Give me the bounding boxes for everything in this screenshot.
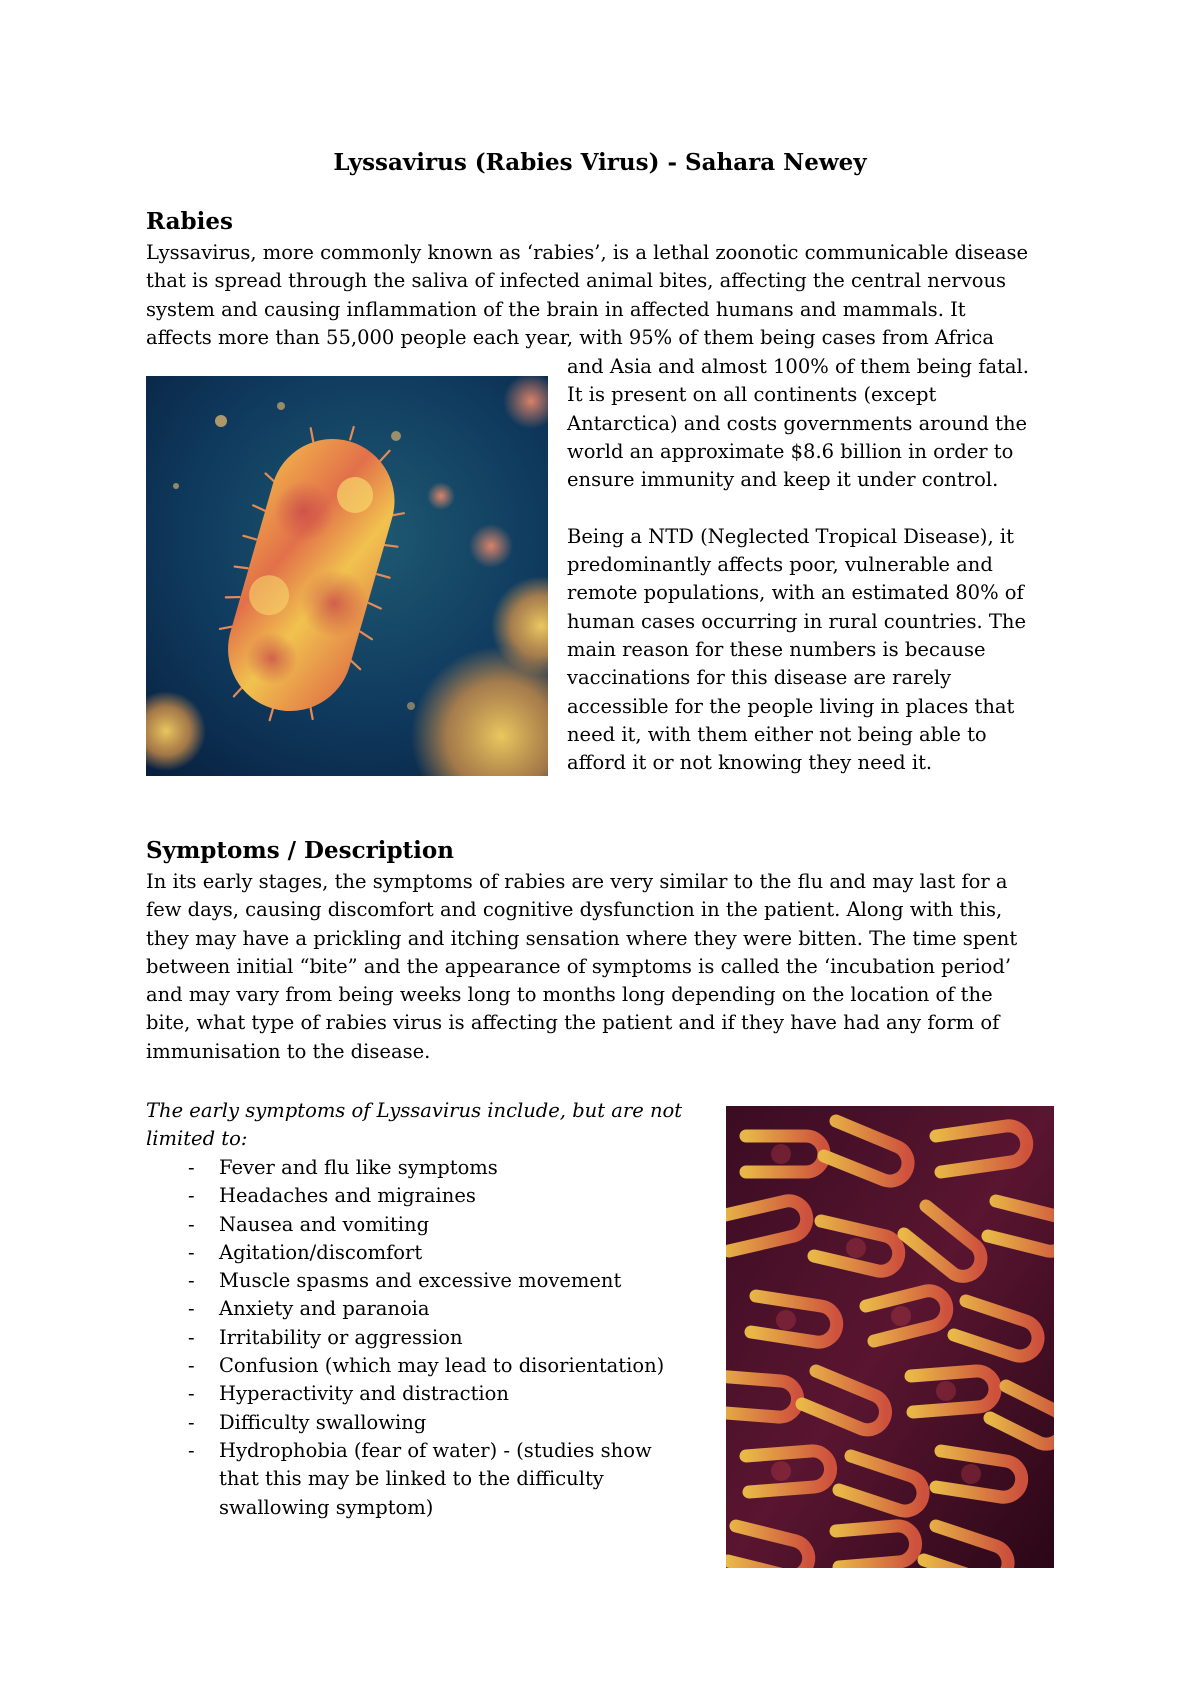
bullet-dash: -	[188, 1354, 195, 1378]
rabies-virus-illustration	[146, 376, 548, 776]
list-item	[146, 1211, 664, 1239]
text-line: ensure immunity and keep it under control.	[567, 468, 999, 492]
text-line: they may have a prickling and itching sensation where they were bitten. The time spent	[146, 926, 1018, 950]
text-line: few days, causing discomfort and cognitive dysfunction in the patient. Along with this,	[146, 898, 1003, 922]
text-line: and Asia and almost 100% of them being fatal.	[567, 355, 1029, 378]
text-line: limited to:	[146, 1127, 248, 1151]
symptoms-paragraph	[146, 868, 1017, 1066]
text-line: human cases occurring in rural countries. The	[567, 609, 1027, 633]
list-item-text: Fever and flu like symptoms	[219, 1156, 498, 1179]
list-item	[146, 1380, 664, 1408]
bullet-dash: -	[188, 1297, 195, 1321]
list-item	[146, 1437, 664, 1522]
blank-line	[567, 494, 1029, 522]
text-line: world an approximate $8.6 billion in order to	[567, 439, 1014, 463]
list-item	[146, 1409, 664, 1437]
text-line: afford it or not knowing they need it.	[567, 751, 933, 775]
bullet-dash: -	[188, 1212, 195, 1236]
bullet-dash: -	[188, 1382, 195, 1406]
list-item-text: Confusion (which may lead to disorientation)	[219, 1354, 665, 1378]
symptoms-list-intro	[146, 1097, 682, 1154]
text-line: predominantly affects poor, vulnerable and	[567, 553, 993, 577]
bullet-dash: -	[188, 1325, 195, 1349]
list-item	[146, 1267, 664, 1295]
text-line: between initial “bite” and the appearance of symptoms is called the ‘incubation period’	[146, 954, 1012, 978]
text-line: vaccinations for this disease are rarely	[567, 666, 952, 690]
list-item-text: that this may be linked to the difficulty	[219, 1467, 604, 1491]
list-item	[146, 1154, 664, 1182]
list-item	[146, 1182, 664, 1210]
text-line: system and causing inflammation of the brain in affected humans and mammals. It	[146, 297, 966, 321]
text-line: Antarctica) and costs governments around the	[567, 411, 1028, 435]
list-item-text: Hydrophobia (fear of water) - (studies show	[219, 1438, 652, 1462]
text-line: Being a NTD (Neglected Tropical Disease), it	[567, 524, 1014, 548]
text-line: remote populations, with an estimated 80% of	[567, 581, 1024, 605]
list-item	[146, 1352, 664, 1380]
list-item-text: Difficulty swallowing	[219, 1410, 427, 1434]
list-item	[146, 1295, 664, 1323]
list-item-text: Muscle spasms and excessive movement	[219, 1269, 622, 1293]
bullet-dash: -	[188, 1438, 195, 1462]
list-item	[146, 1324, 664, 1352]
rabies-intro-paragraph	[146, 239, 1028, 352]
list-item-text: Anxiety and paranoia	[219, 1297, 430, 1321]
text-line: It is present on all continents (except	[567, 383, 937, 407]
text-line: and may vary from being weeks long to months long depending on the location of the	[146, 983, 993, 1007]
bullet-dash: -	[188, 1184, 195, 1208]
text-line: In its early stages, the symptoms of rabies are very similar to the flu and may last for a	[146, 870, 1008, 893]
list-item-text: swallowing symptom)	[219, 1495, 434, 1519]
list-item-text: Agitation/discomfort	[219, 1240, 423, 1264]
bullet-dash: -	[188, 1410, 195, 1434]
text-line: Lyssavirus, more commonly known as ‘rabies’, is a lethal zoonotic communicable disease	[146, 241, 1029, 264]
rabies-micrograph	[726, 1106, 1054, 1568]
text-line: accessible for the people living in places that	[567, 694, 1015, 718]
bullet-dash: -	[188, 1269, 195, 1293]
list-item-text: Irritability or aggression	[219, 1325, 463, 1349]
list-item	[146, 1239, 664, 1267]
symptoms-heading: Symptoms / Description	[146, 837, 454, 864]
list-item-text: Nausea and vomiting	[219, 1212, 430, 1236]
bullet-dash: -	[188, 1240, 195, 1264]
symptoms-list	[146, 1154, 664, 1522]
rabies-heading: Rabies	[146, 208, 233, 235]
text-line: bite, what type of rabies virus is affecting the patient and if they have had any form of	[146, 1011, 1000, 1035]
document-title: Lyssavirus (Rabies Virus) - Sahara Newey	[333, 149, 867, 176]
rabies-side-paragraphs	[567, 353, 1029, 777]
text-line: The early symptoms of Lyssavirus include, but are not	[146, 1099, 683, 1122]
text-line: immunisation to the disease.	[146, 1039, 431, 1063]
list-item-text: Headaches and migraines	[219, 1184, 476, 1208]
text-line: main reason for these numbers is because	[567, 637, 986, 661]
list-item-text: Hyperactivity and distraction	[219, 1382, 509, 1406]
bullet-dash: -	[188, 1156, 195, 1179]
text-line: that is spread through the saliva of infected animal bites, affecting the central nervous	[146, 269, 1007, 293]
text-line: need it, with them either not being able to	[567, 722, 987, 746]
text-line: affects more than 55,000 people each year, with 95% of them being cases from Africa	[146, 325, 994, 349]
